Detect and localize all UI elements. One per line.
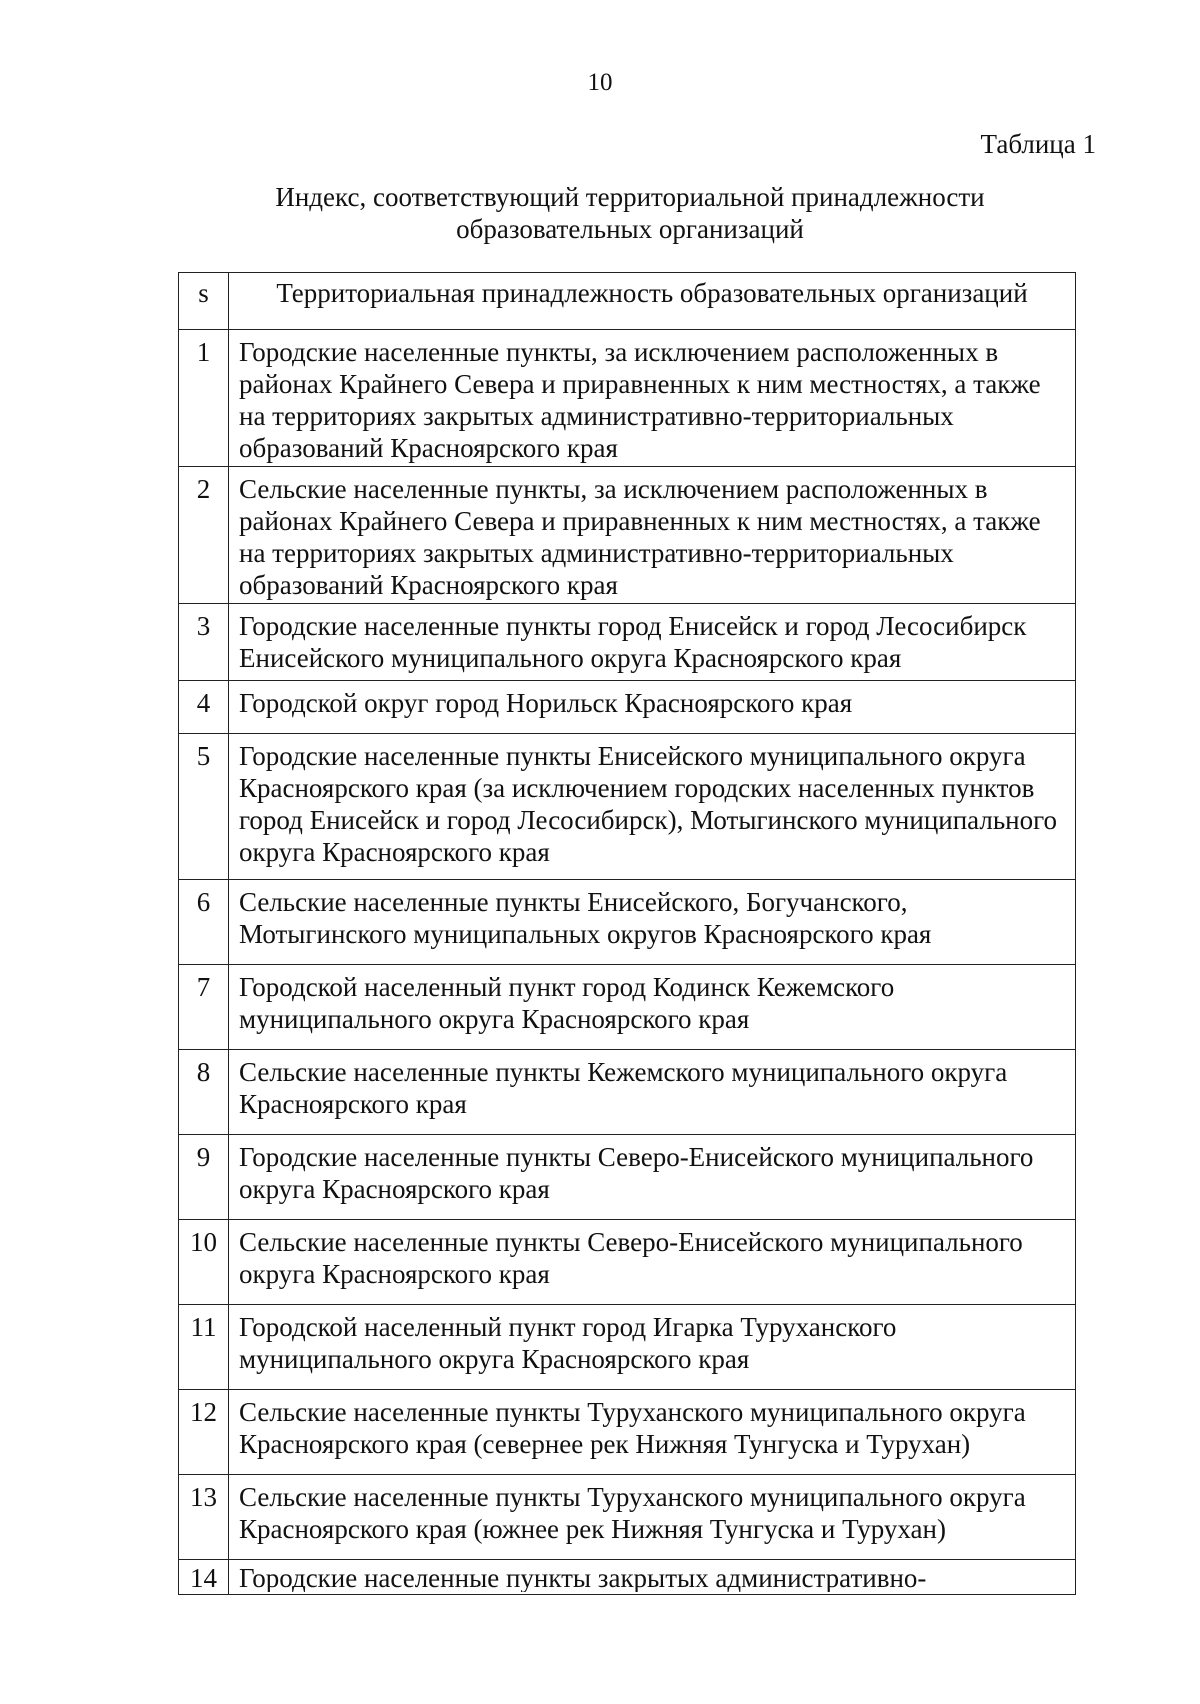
row-index: 1 [179,330,229,467]
row-territory: Городские населенные пункты Северо-Енисейского муниципального округа Красноярского края [229,1135,1076,1220]
table-row [179,1050,1076,1135]
row-territory: Городские населенные пункты город Енисейск и город Лесосибирск Енисейского муниципального округа Красноярского края [229,604,1076,681]
table-row [179,734,1076,880]
row-index: 10 [179,1220,229,1305]
table-header-row [179,273,1076,330]
row-territory: Сельские населенные пункты Енисейского, Богучанского, Мотыгинского муниципальных округов Красноярского края [229,880,1076,965]
row-index: 5 [179,734,229,880]
table-title-line: образовательных организаций [456,214,804,244]
row-index: 9 [179,1135,229,1220]
header-s: s [179,273,229,330]
table-row [179,1305,1076,1390]
row-index: 13 [179,1475,229,1560]
row-index: 6 [179,880,229,965]
row-territory: Городские населенные пункты Енисейского муниципального округа Красноярского края (за исключением городских населенных пунктов город Енисейск и город Лесосибирск), Мотыгинского муниципального округа Красноярского края [229,734,1076,880]
row-index: 3 [179,604,229,681]
header-territory: Территориальная принадлежность образовательных организаций [229,273,1076,330]
row-index: 14 [179,1560,229,1595]
table-row [179,1560,1076,1595]
table-row [179,1390,1076,1475]
row-territory-clipped: Городские населенные пункты закрытых административно- [239,1563,927,1592]
table-row [179,330,1076,467]
row-index: 7 [179,965,229,1050]
row-territory: Городской округ город Норильск Красноярского края [229,681,1076,734]
row-territory: Сельские населенные пункты Кежемского муниципального округа Красноярского края [229,1050,1076,1135]
row-index: 2 [179,467,229,604]
table-row [179,965,1076,1050]
row-index: 8 [179,1050,229,1135]
table-row [179,1475,1076,1560]
row-territory: Городской населенный пункт город Кодинск Кежемского муниципального округа Красноярского края [229,965,1076,1050]
table-row [179,880,1076,965]
row-territory: Городские населенные пункты, за исключением расположенных в районах Крайнего Севера и приравненных к ним местностях, а также на территориях закрытых административно-территориальных образований Красноярского края [229,330,1076,467]
page-number: 10 [587,69,613,96]
row-territory: Городской населенный пункт город Игарка Туруханского муниципального округа Красноярского края [229,1305,1076,1390]
row-index: 11 [179,1305,229,1390]
table-label: Таблица 1 [980,129,1096,159]
row-territory: Сельские населенные пункты, за исключением расположенных в районах Крайнего Севера и приравненных к ним местностях, а также на территориях закрытых административно-территориальных образований Красноярского края [229,467,1076,604]
table-row [179,681,1076,734]
table-row [179,467,1076,604]
table-row [179,1220,1076,1305]
table-title-line: Индекс, соответствующий территориальной принадлежности [275,182,985,212]
row-territory: Сельские населенные пункты Туруханского муниципального округа Красноярского края (севернее рек Нижняя Тунгуска и Турухан) [229,1390,1076,1475]
row-territory: Сельские населенные пункты Туруханского муниципального округа Красноярского края (южнее рек Нижняя Тунгуска и Турухан) [229,1475,1076,1560]
table-title [180,181,1080,245]
table-row [179,1135,1076,1220]
row-territory: Сельские населенные пункты Северо-Енисейского муниципального округа Красноярского края [229,1220,1076,1305]
table-row [179,604,1076,681]
row-index: 12 [179,1390,229,1475]
row-index: 4 [179,681,229,734]
index-table [178,272,1076,1595]
row-territory [229,1560,1076,1595]
